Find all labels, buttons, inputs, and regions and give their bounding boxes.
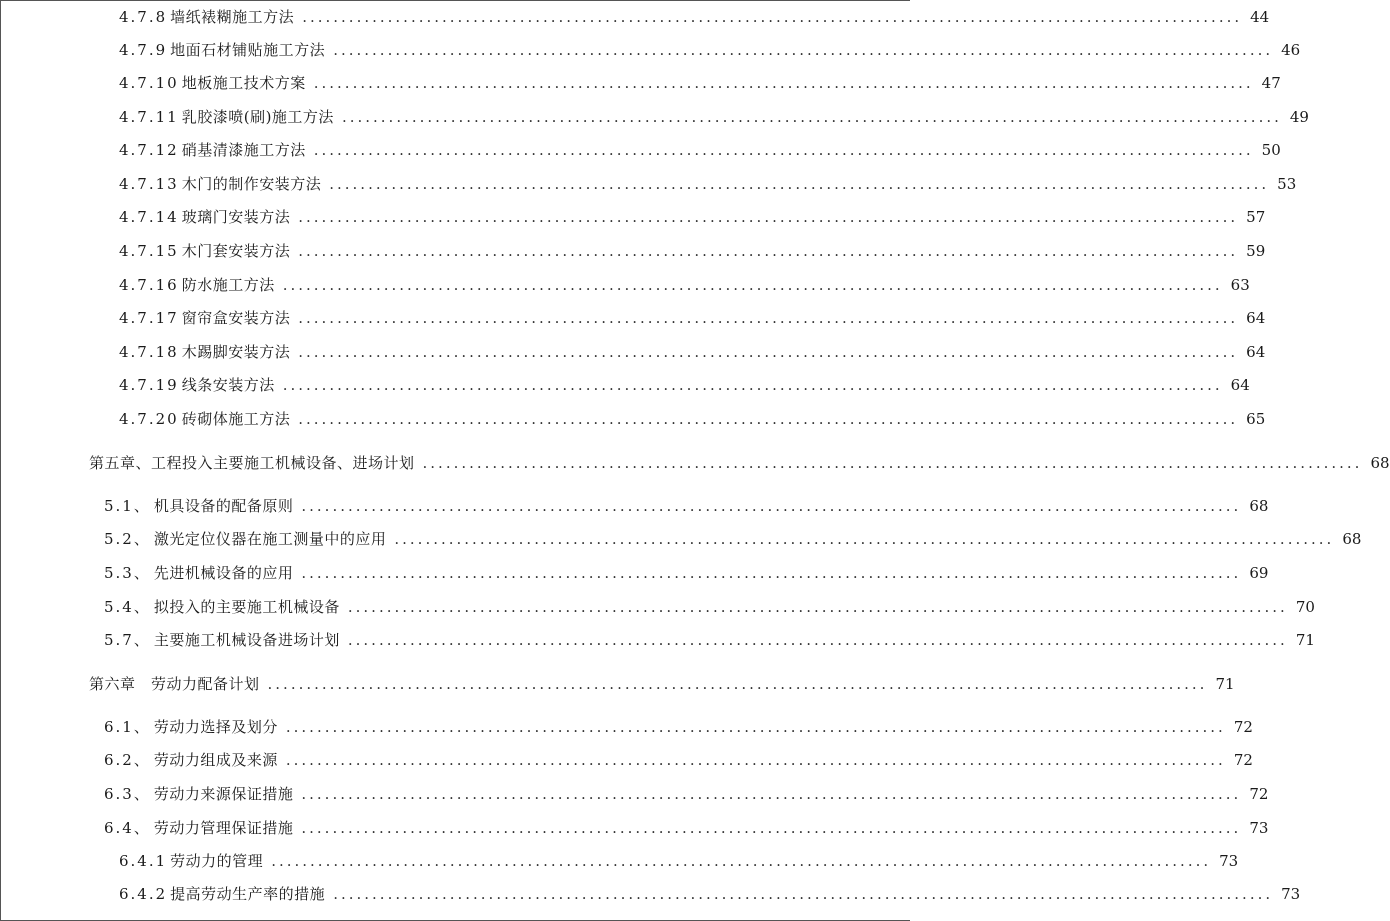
toc-entry-title: 玻璃门安装方法 (181, 208, 291, 226)
toc-leader-dots: ......................................................................................................................... (347, 598, 1288, 616)
toc-entry-title: 拟投入的主要施工机械设备 (153, 598, 340, 616)
toc-entry[interactable] (119, 275, 1250, 295)
toc-entry-title: 线条安装方法 (181, 376, 275, 394)
toc-entry[interactable] (119, 241, 1266, 261)
toc-entry[interactable] (119, 40, 1301, 60)
toc-leader-dots: ......................................................................................................................... (285, 751, 1226, 769)
toc-chapter-entry[interactable] (89, 453, 1390, 473)
toc-leader-dots: ......................................................................................................................... (298, 208, 1239, 226)
toc-entry[interactable] (104, 750, 1253, 770)
toc-entry-number: 4.7.18 (119, 343, 179, 361)
toc-entry-number: 5.4、 (104, 598, 151, 616)
toc-entry-title: 地面石材铺贴施工方法 (170, 41, 326, 59)
toc-entry-page: 44 (1250, 8, 1270, 26)
toc-entry-title: 砖砌体施工方法 (181, 410, 291, 428)
toc-entry-page: 68 (1249, 497, 1269, 515)
toc-chapter-title: 第六章 劳动力配备计划 (89, 675, 260, 693)
toc-leader-dots: ......................................................................................................................... (298, 343, 1239, 361)
toc-entry-number: 4.7.12 (119, 141, 179, 159)
toc-entry-number: 6.1、 (104, 718, 151, 736)
toc-leader-dots: ......................................................................................................................... (301, 785, 1242, 803)
toc-entry-page: 73 (1219, 852, 1239, 870)
toc-entry-page: 72 (1233, 751, 1253, 769)
toc-leader-dots: ......................................................................................................................... (282, 376, 1223, 394)
toc-entry-number: 4.7.11 (119, 108, 179, 126)
toc-entry-page: 46 (1281, 41, 1301, 59)
toc-entry-title: 先进机械设备的应用 (153, 564, 294, 582)
toc-entry-number: 4.7.13 (119, 175, 179, 193)
toc-entry[interactable] (119, 851, 1239, 871)
toc-entry-title: 劳动力的管理 (170, 852, 264, 870)
toc-leader-dots: ......................................................................................................................... (301, 819, 1242, 837)
toc-entry-page: 69 (1249, 564, 1269, 582)
toc-entry-page: 65 (1246, 410, 1266, 428)
toc-chapter-title: 第五章、工程投入主要施工机械设备、进场计划 (89, 454, 415, 472)
toc-entry-page: 64 (1246, 309, 1266, 327)
toc-entry-number: 5.1、 (104, 497, 151, 515)
toc-entry-page: 72 (1233, 718, 1253, 736)
toc-leader-dots: ......................................................................................................................... (271, 852, 1212, 870)
toc-entry-page: 71 (1215, 675, 1235, 693)
toc-entry-page: 57 (1246, 208, 1266, 226)
toc-entry[interactable] (119, 107, 1309, 127)
toc-entry-title: 地板施工技术方案 (181, 74, 306, 92)
toc-entry-title: 木踢脚安装方法 (181, 343, 291, 361)
toc-entry-page: 68 (1342, 530, 1362, 548)
toc-leader-dots: ......................................................................................................................... (285, 718, 1226, 736)
toc-entry-page: 68 (1370, 454, 1390, 472)
toc-leader-dots: ......................................................................................................................... (313, 141, 1254, 159)
toc-entry-title: 机具设备的配备原则 (153, 497, 294, 515)
toc-entry-page: 50 (1261, 141, 1281, 159)
toc-entry-title: 窗帘盒安装方法 (181, 309, 291, 327)
toc-entry[interactable] (104, 529, 1362, 549)
toc-entry-title: 激光定位仪器在施工测量中的应用 (153, 530, 387, 548)
toc-entry-number: 4.7.17 (119, 309, 179, 327)
toc-entry[interactable] (119, 7, 1270, 27)
toc-entry-title: 墙纸裱糊施工方法 (170, 8, 295, 26)
toc-leader-dots: ......................................................................................................................... (298, 410, 1239, 428)
toc-leader-dots: ......................................................................................................................... (301, 497, 1242, 515)
toc-entry[interactable] (104, 597, 1315, 617)
toc-entry-page: 49 (1289, 108, 1309, 126)
toc-entry-page: 59 (1246, 242, 1266, 260)
toc-entry[interactable] (104, 784, 1269, 804)
toc-entry[interactable] (119, 375, 1250, 395)
toc-leader-dots: ......................................................................................................................... (298, 309, 1239, 327)
toc-leader-dots: ......................................................................................................................... (333, 885, 1274, 903)
toc-entry-title: 防水施工方法 (181, 276, 275, 294)
toc-entry-title: 乳胶漆喷(刷)施工方法 (181, 108, 334, 126)
toc-entry-title: 主要施工机械设备进场计划 (153, 631, 340, 649)
toc-entry-page: 73 (1281, 885, 1301, 903)
toc-entry-page: 64 (1246, 343, 1266, 361)
toc-entry[interactable] (104, 563, 1269, 583)
toc-entry-title: 硝基清漆施工方法 (181, 141, 306, 159)
toc-entry[interactable] (104, 818, 1269, 838)
toc-entry-number: 6.4、 (104, 819, 151, 837)
toc-entry-title: 劳动力选择及划分 (153, 718, 278, 736)
toc-entry-page: 64 (1230, 376, 1250, 394)
toc-leader-dots: ......................................................................................................................... (341, 108, 1282, 126)
toc-leader-dots: ......................................................................................................................... (347, 631, 1288, 649)
toc-entry-number: 4.7.19 (119, 376, 179, 394)
toc-entry-page: 72 (1249, 785, 1269, 803)
toc-entry-number: 6.2、 (104, 751, 151, 769)
toc-entry-page: 63 (1230, 276, 1250, 294)
toc-leader-dots: ......................................................................................................................... (301, 564, 1242, 582)
toc-entry-number: 6.4.1 (119, 852, 168, 870)
toc-entry-title: 劳动力管理保证措施 (153, 819, 294, 837)
toc-leader-dots: ......................................................................................................................... (298, 242, 1239, 260)
toc-entry-number: 4.7.16 (119, 276, 179, 294)
toc-entry-page: 73 (1249, 819, 1269, 837)
toc-entry[interactable] (119, 73, 1281, 93)
toc-leader-dots: ......................................................................................................................... (422, 454, 1363, 472)
toc-entry[interactable] (119, 342, 1266, 362)
toc-entry-title: 提高劳动生产率的措施 (170, 885, 326, 903)
toc-entry-title: 木门的制作安装方法 (181, 175, 322, 193)
toc-entry-number: 4.7.20 (119, 410, 179, 428)
toc-entry[interactable] (104, 630, 1315, 650)
toc-entry-number: 5.2、 (104, 530, 151, 548)
toc-leader-dots: ......................................................................................................................... (333, 41, 1274, 59)
toc-entry-page: 53 (1277, 175, 1297, 193)
toc-leader-dots: ......................................................................................................................... (329, 175, 1270, 193)
toc-entry-number: 4.7.9 (119, 41, 168, 59)
toc-entry[interactable] (104, 496, 1269, 516)
toc-entry-number: 5.3、 (104, 564, 151, 582)
toc-entry-number: 4.7.15 (119, 242, 179, 260)
toc-entry-page: 47 (1261, 74, 1281, 92)
toc-entry[interactable] (119, 884, 1301, 904)
toc-entry-number: 4.7.10 (119, 74, 179, 92)
toc-entry-title: 木门套安装方法 (181, 242, 291, 260)
toc-entry[interactable] (104, 717, 1253, 737)
toc-entry[interactable] (119, 308, 1266, 328)
toc-leader-dots: ......................................................................................................................... (267, 675, 1208, 693)
toc-entry-number: 4.7.14 (119, 208, 179, 226)
toc-entry-title: 劳动力来源保证措施 (153, 785, 294, 803)
toc-entry-number: 5.7、 (104, 631, 151, 649)
toc-entry-number: 4.7.8 (119, 8, 168, 26)
toc-leader-dots: ......................................................................................................................... (282, 276, 1223, 294)
toc-entry-number: 6.3、 (104, 785, 151, 803)
toc-entry-page: 70 (1295, 598, 1315, 616)
toc-leader-dots: ......................................................................................................................... (313, 74, 1254, 92)
toc-entry[interactable] (119, 207, 1266, 227)
toc-entry-title: 劳动力组成及来源 (153, 751, 278, 769)
toc-leader-dots: ......................................................................................................................... (302, 8, 1243, 26)
toc-entry-number: 6.4.2 (119, 885, 168, 903)
toc-entry[interactable] (119, 409, 1266, 429)
toc-entry[interactable] (119, 140, 1281, 160)
toc-chapter-entry[interactable] (89, 674, 1235, 694)
toc-entry-page: 71 (1295, 631, 1315, 649)
toc-leader-dots: ......................................................................................................................... (394, 530, 1335, 548)
toc-entry[interactable] (119, 174, 1297, 194)
